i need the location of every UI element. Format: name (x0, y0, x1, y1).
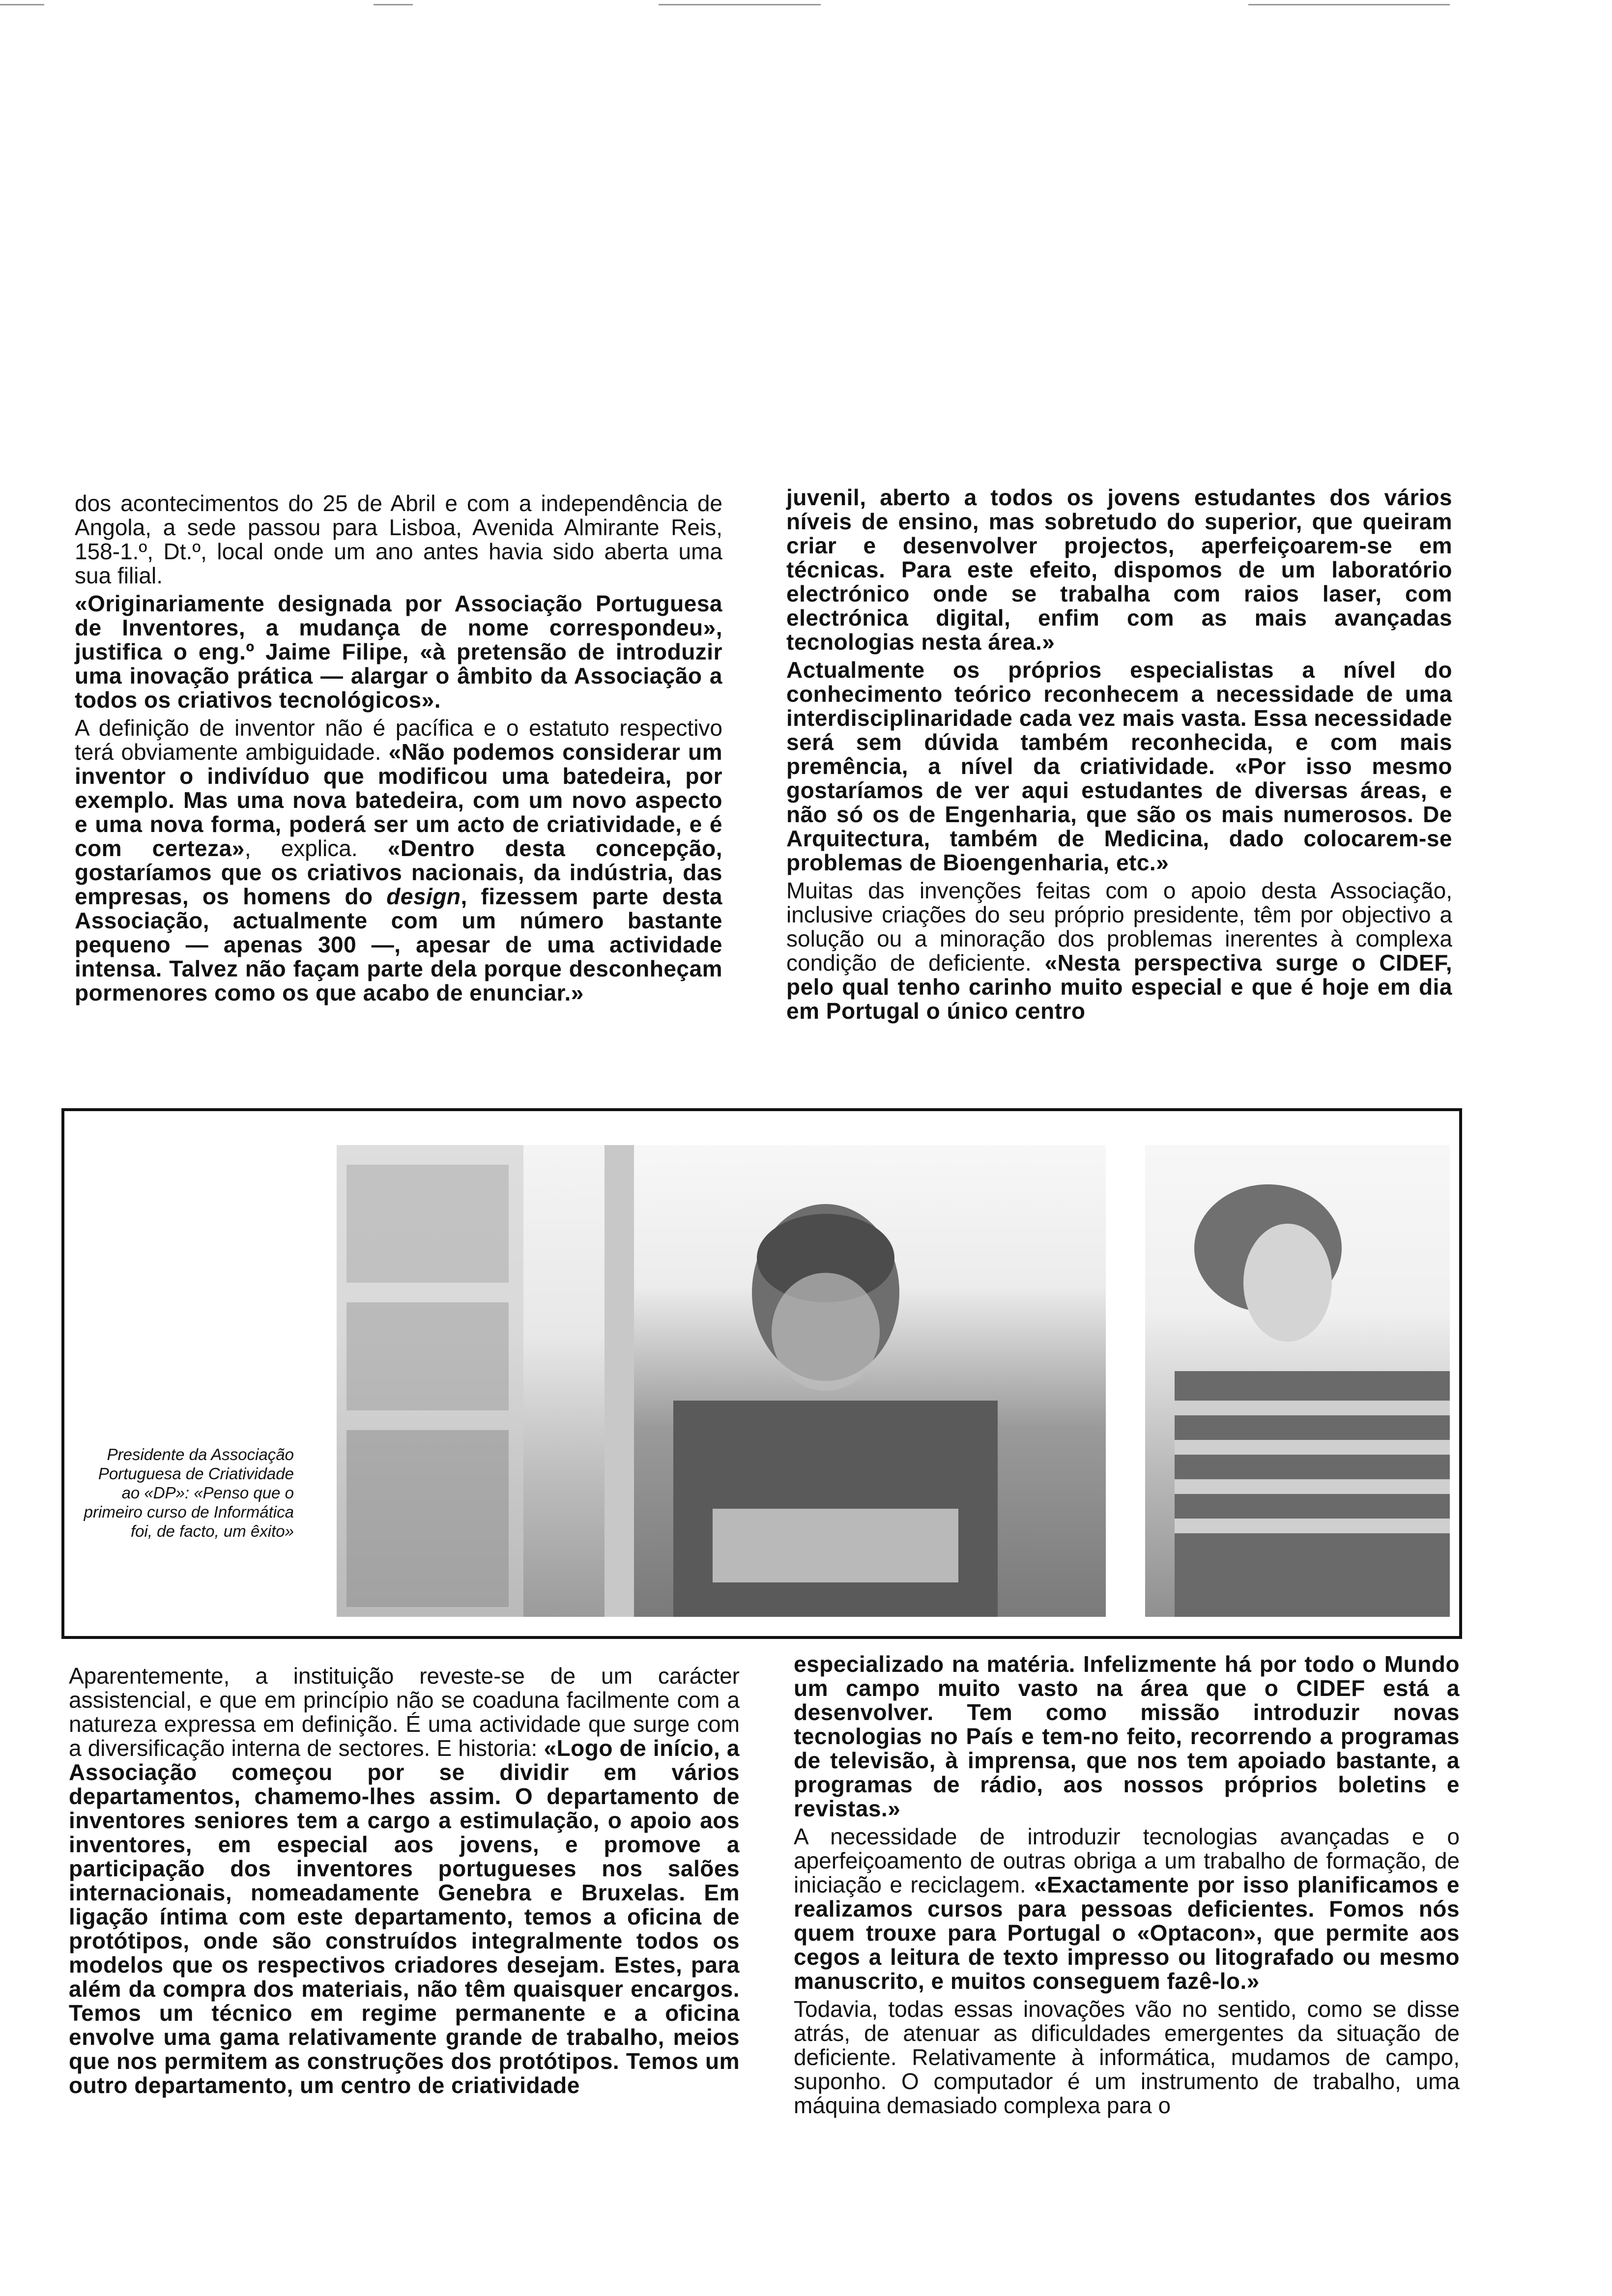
paragraph: «Originariamente designada por Associação Portuguesa de Inventores, a mudança de nome correspondeu», justifica o eng.º Jaime Filipe, «à pretensão de introduzir uma inovação prática — alargar o âmbito da Associação a todos os criativos tecnológicos». (75, 591, 722, 713)
photo-president (604, 1145, 1106, 1617)
quote-run: «Não podemos considerar um inventor o indivíduo que modificou uma batedeira, por exemplo. Mas uma nova batedeira, com um novo aspecto e uma nova forma, poderá ser um acto de criatividade, e é com certeza» (75, 739, 722, 861)
photo-woman-graphic (1145, 1145, 1450, 1617)
quote-run: , fizessem parte desta Associação, actualmente com um número bastante pequeno — apenas 300 —, apesar de uma actividade intensa. Talvez não façam parte dela porque desconheçam pormenores como os que acabo de enunciar.» (75, 884, 722, 1005)
paragraph: juvenil, aberto a todos os jovens estudantes dos vários níveis de ensino, mas sobretudo do superior, que queiram criar e desenvolver projectos, aperfeiçoarem-se em técnicas. Para este efeito, dispomos de um laboratório electrónico onde se trabalha com raios laser, com electrónica digital, enfim com as mais avançadas tecnologias nesta área.» (786, 485, 1452, 655)
paragraph (75, 716, 722, 1005)
photo-caption: Presidente da Associação Portuguesa de Criatividade ao «DP»: «Penso que o primeiro curso de Informática foi, de facto, um êxito» (84, 1445, 294, 1540)
photo-president-graphic (604, 1145, 1106, 1617)
paragraph (794, 1825, 1460, 1993)
top-scan-rule (1248, 4, 1450, 5)
paragraph: especializado na matéria. Infelizmente há por todo o Mundo um campo muito vasto na área que o CIDEF está a desenvolver. Tem como missão introduzir novas tecnologias no País e tem-no feito, recorrendo a programas de televisão, à imprensa, que nos tem apoiado bastante, a programas de rádio, aos nossos próprios boletins e revistas.» (794, 1651, 1460, 1821)
article-column-4 (794, 1652, 1460, 2122)
quote-run: «Dentro desta concepção, gostaríamos que os criativos nacionais, da indústria, das empresas, os homens do (75, 835, 722, 909)
quote-run: «Logo de início, a Associação começou por se dividir em vários departamentos, chamemo-lhes assim. O departamento de inventores seniores tem a cargo a estimulação, o apoio aos inventores, em especial aos jovens, e promove a participação dos inventores portugueses nos salões internacionais, nomeadamente Genebra e Bruxelas. Em ligação íntima com este departamento, temos a oficina de protótipos, onde são construídos integralmente todos os modelos que os respectivos criadores desejam. Estes, para além da compra dos materiais, não têm quaisquer encargos. Temos um técnico em regime permanente e a oficina envolve uma gama relativamente grande de trabalho, meios que nos permitem as construções dos protótipos. Temos um outro departamento, um centro de criatividade (69, 1735, 740, 2098)
paragraph: Actualmente os próprios especialistas a nível do conhecimento teórico reconhecem a necessidade de uma interdisciplinaridade cada vez mais vasta. Essa necessidade será sem dúvida também reconhecida, e com mais premência, a nível da criatividade. «Por isso mesmo gostaríamos de ver aqui estudantes de diversas áreas, e não só os de Engenharia, que são os mais numerosos. De Arquitectura, também de Medicina, dado colocarem-se problemas de Bioengenharia, etc.» (786, 657, 1452, 875)
article-column-1 (75, 491, 722, 1009)
quote-run: «Exactamente por isso planificamos e realizamos cursos para pessoas deficientes. Fomos nós quem trouxe para Portugal o «Optacon», que permite aos cegos a leitura de texto impresso ou litografado ou mesmo manuscrito, e muitos conseguem fazê-lo.» (794, 1872, 1460, 1994)
paragraph (69, 1664, 740, 2097)
quote-run: «Nesta perspectiva surge o CIDEF, pelo qual tenho carinho muito especial e que é hoje em dia em Portugal o único centro (786, 950, 1453, 1024)
top-scan-rule (0, 4, 44, 5)
article-column-3 (69, 1664, 740, 2101)
top-scan-rule (374, 4, 413, 5)
emphasis-run: design (386, 884, 461, 909)
article-column-2 (786, 486, 1452, 1027)
text-run: A necessidade de introduzir tecnologias avançadas e o aperfeiçoamento de outras obriga a um trabalho de formação, de iniciação e reciclagem. (794, 1824, 1460, 1897)
text-run: A definição de inventor não é pacífica e o estatuto respectivo terá obviamente ambiguidade. (75, 715, 722, 765)
paragraph: Todavia, todas essas inovações vão no sentido, como se disse atrás, de atenuar as dificuldades emergentes da situação de deficiente. Relativamente à informática, mudamos de campo, suponho. O computador é um instrumento de trabalho, uma máquina demasiado complexa para o (794, 1996, 1460, 2118)
top-scan-rule (659, 4, 821, 5)
text-run: , explica. (244, 835, 388, 861)
photo-woman (1145, 1145, 1450, 1617)
text-run: Aparentemente, a instituição reveste-se de um carácter assistencial, e que em princípio não se coaduna facilmente com a natureza expressa em definição. É uma actividade que surge com a diversificação interna de sectores. E historia: (69, 1663, 740, 1761)
text-run: Muitas das invenções feitas com o apoio desta Associação, inclusive criações do seu próprio presidente, têm por objectivo a solução ou a minoração dos problemas inerentes à complexa condição de deficiente. (786, 878, 1452, 976)
paragraph: dos acontecimentos do 25 de Abril e com a independência de Angola, a sede passou para Lisboa, Avenida Almirante Reis, 158-1.º, Dt.º, local onde um ano antes havia sido aberta uma sua filial. (75, 490, 722, 588)
paragraph (786, 879, 1452, 1023)
